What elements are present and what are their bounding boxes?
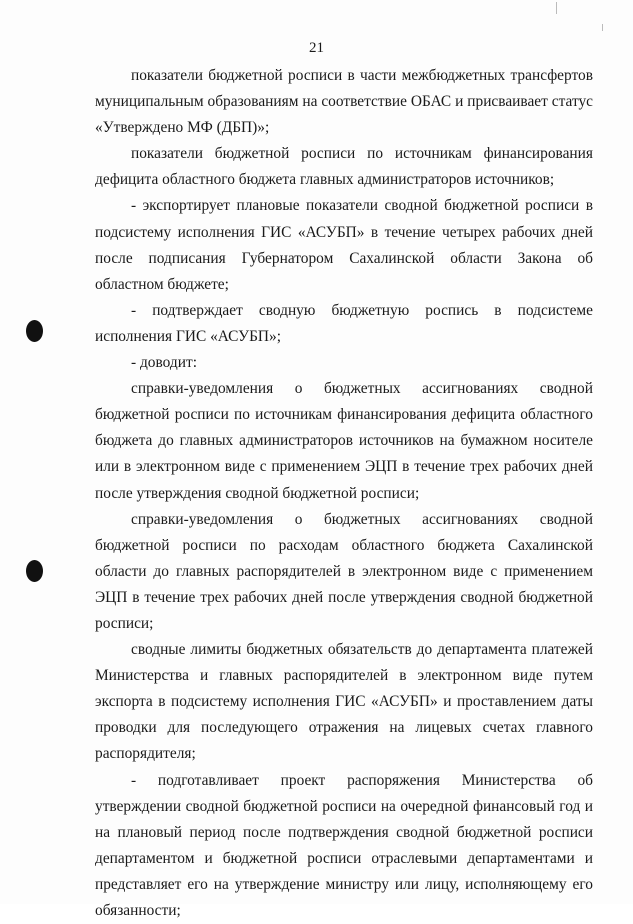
paragraph: - экспортирует плановые показатели сводной бюджетной росписи в подсистему исполнения ГИС «АСУБП» в течение четырех рабочих дней после подписания Губернатором Сахалинской области Закона об областном бюджете; (95, 197, 593, 293)
paragraph: показатели бюджетной росписи по источникам финансирования дефицита областного бюджета главных администраторов источников; (95, 145, 593, 189)
paragraph: справки-уведомления о бюджетных ассигнованиях сводной бюджетной росписи по расходам областного бюджета Сахалинской области до главных распорядителей в электронном виде с применением ЭЦП в течение трех рабочих дней после утверждения сводной бюджетной росписи; (95, 510, 593, 632)
paragraph: - подтверждает сводную бюджетную роспись в подсистеме исполнения ГИС «АСУБП»; (95, 301, 593, 345)
paragraph: показатели бюджетной росписи в части межбюджетных трансфертов муниципальным образованиям на соответствие ОБАС и присваивает статус «Утверждено МФ (ДБП)»; (95, 67, 593, 137)
punch-hole (26, 560, 43, 582)
paragraph: справки-уведомления о бюджетных ассигнованиях сводной бюджетной росписи по источникам финансирования дефицита областного бюджета до главных администраторов источников на бумажном носителе или в электронном виде с применением ЭЦП в течение трех рабочих дней после утверждения сводной бюджетной росписи; (95, 380, 593, 502)
paragraph: - подготавливает проект распоряжения Министерства об утверждении сводной бюджетной росписи на очередной финансовый год и на плановый период после подтверждения сводной бюджетной росписи департаментом и бюджетной росписи отраслевыми департаментами и представляет его на утверждение министру или лицу, исполняющему его обязанности; (95, 771, 593, 919)
scan-artifact (602, 24, 603, 31)
scan-artifact (556, 2, 557, 14)
paragraph: - доводит: (131, 354, 197, 372)
body-text (95, 63, 593, 924)
paragraph: сводные лимиты бюджетных обязательств до департамента платежей Министерства и главных распорядителей в электронном виде путем экспорта в подсистему исполнения ГИС «АСУБП» и проставлением даты проводки для последующего отражения на лицевых счетах главного распорядителя; (95, 641, 593, 763)
punch-hole (26, 320, 43, 342)
page-number: 21 (309, 40, 324, 56)
